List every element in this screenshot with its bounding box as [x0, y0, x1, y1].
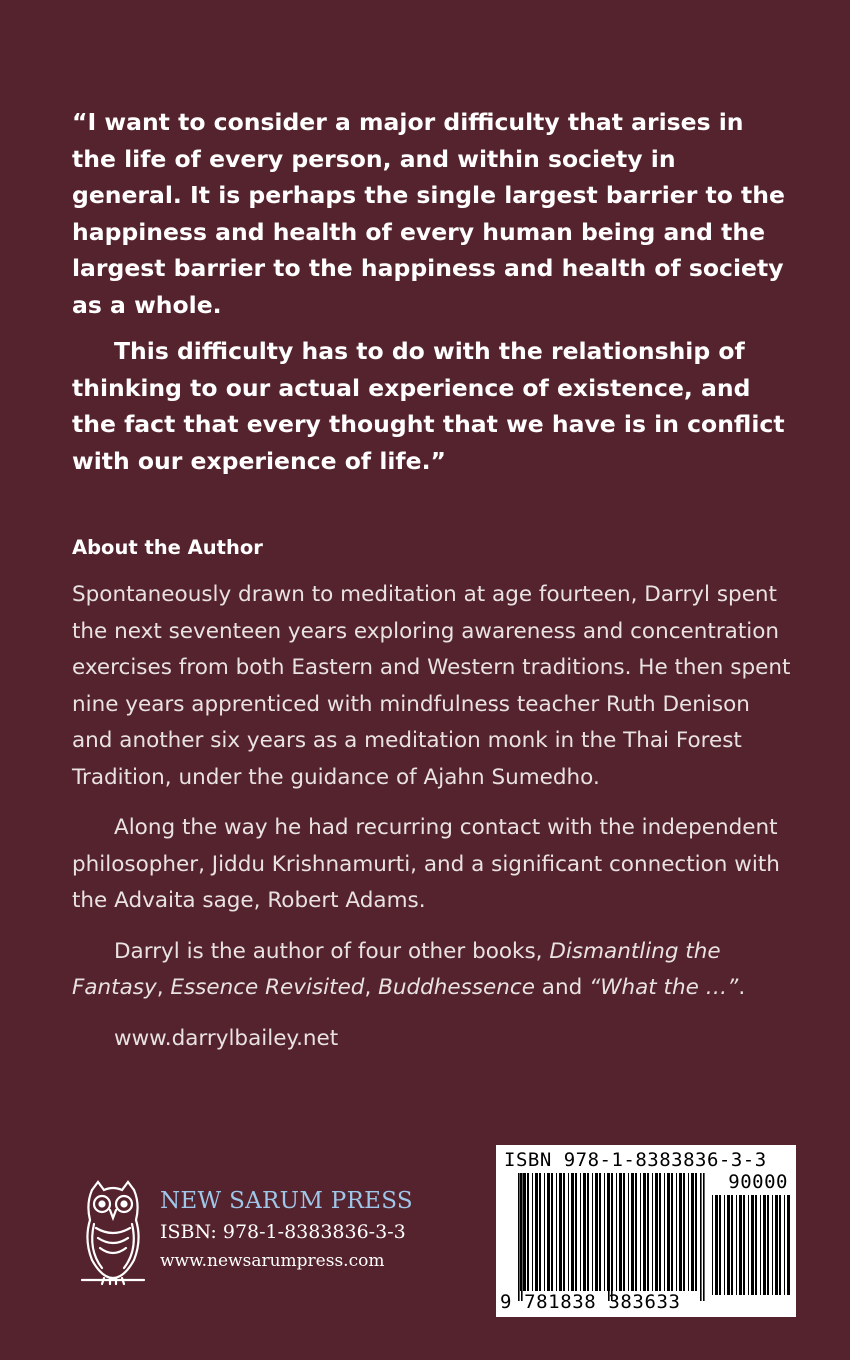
bio-paragraph-3 — [72, 934, 792, 1007]
barcode-price-code: 90000 — [728, 1171, 788, 1193]
separator: and — [534, 975, 590, 1000]
separator: . — [738, 975, 746, 1000]
author-bio — [72, 577, 792, 1071]
owl-icon — [80, 1180, 146, 1288]
separator: , — [364, 975, 379, 1000]
publisher-isbn: ISBN: 978-1-8383836-3-3 — [160, 1221, 406, 1243]
publisher-name: NEW SARUM PRESS — [160, 1188, 413, 1214]
publisher-text — [160, 1186, 413, 1274]
barcode-isbn: ISBN 978-1-8383836-3-3 — [504, 1149, 767, 1171]
separator: , — [156, 975, 171, 1000]
publisher-block — [80, 1180, 460, 1290]
bio-paragraph-1: Spontaneously drawn to meditation at age fourteen, Darryl spent the next seventeen years exploring awareness and concentration exercises from both Eastern and Western traditions. He then spent nine years apprenticed with mindfulness teacher Ruth Denison and another six years as a meditation monk in the Thai Forest Tradition, under the guidance of Ajahn Sumedho. — [72, 582, 791, 790]
author-website: www.darrylbailey.net — [114, 1025, 339, 1051]
about-author-heading: About the Author — [72, 536, 263, 559]
book-title: Dismantling the Fantasy — [72, 938, 721, 1000]
barcode-ean-digits: 9 781838 383633 — [500, 1291, 681, 1313]
book-title: Essence Revisited — [170, 975, 365, 1000]
quote-paragraph-1: “I want to consider a major difficulty that arises in the life of every person, and within society in general. It is perhaps the single largest barrier to the happiness and health of every human being and the largest barrier to the happiness and health of society as a whole. — [72, 108, 785, 319]
back-cover-quote — [72, 104, 792, 489]
bio-paragraph-2: Along the way he had recurring contact with the independent philosopher, Jiddu Krishnamurti, and a significant connection with the Advaita sage, Robert Adams. — [72, 815, 780, 913]
quote-paragraph-2: This difficulty has to do with the relationship of thinking to our actual experience of existence, and the fact that every thought that we have is in conflict with our experience of life.” — [72, 337, 785, 475]
publisher-url: www.newsarumpress.com — [160, 1251, 385, 1271]
bio-books-intro: Darryl is the author of four other books, — [114, 938, 550, 964]
book-title: “What the …” — [589, 975, 739, 1000]
barcode — [496, 1145, 796, 1317]
book-title: Buddhessence — [378, 975, 535, 1000]
